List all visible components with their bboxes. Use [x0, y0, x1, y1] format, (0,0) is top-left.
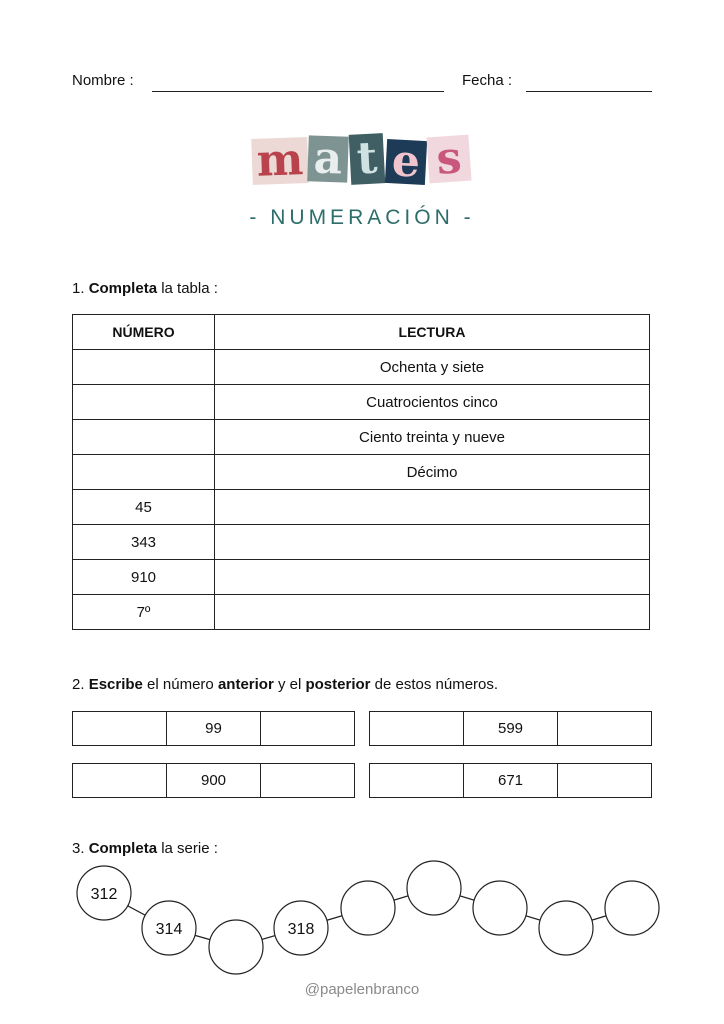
given-number: 99	[167, 712, 261, 745]
section-text: y el	[273, 676, 306, 693]
section-number: 1.	[72, 280, 85, 297]
anterior-box[interactable]	[73, 764, 167, 797]
cell-lectura[interactable]: Décimo	[215, 455, 650, 490]
series-circle[interactable]	[341, 881, 395, 935]
posterior-box[interactable]	[558, 712, 651, 745]
neighbor-box-group	[72, 711, 355, 746]
section-number: 2.	[72, 676, 85, 693]
table-row	[73, 560, 650, 595]
date-label: Fecha :	[462, 72, 513, 89]
neighbor-box-group	[72, 763, 355, 798]
section-number: 3.	[72, 840, 85, 857]
table-row	[73, 525, 650, 560]
cell-numero[interactable]	[73, 385, 215, 420]
series-circle[interactable]	[209, 920, 263, 974]
section-keyword: Completa	[88, 280, 158, 297]
table-header-row	[73, 315, 650, 350]
cell-lectura[interactable]	[215, 525, 650, 560]
logo-letter-text: s	[434, 132, 464, 185]
subtitle: - NUMERACIÓN -	[249, 206, 475, 229]
date-field[interactable]	[526, 91, 652, 92]
anterior-box[interactable]	[73, 712, 167, 745]
posterior-box[interactable]	[261, 764, 354, 797]
series-circle[interactable]	[539, 901, 593, 955]
logo-letter-text: m	[255, 134, 305, 187]
logo-letter	[426, 132, 471, 185]
cell-numero[interactable]	[73, 350, 215, 385]
logo-letter-text: a	[312, 132, 344, 185]
neighbor-box-group	[369, 763, 652, 798]
table-row	[73, 420, 650, 455]
cell-lectura[interactable]	[215, 595, 650, 630]
table-row	[73, 455, 650, 490]
cell-lectura[interactable]	[215, 560, 650, 595]
section-keyword: posterior	[305, 676, 371, 693]
name-field[interactable]	[152, 91, 444, 92]
section-text: la tabla :	[157, 280, 218, 297]
series-circle[interactable]	[605, 881, 659, 935]
table-row	[73, 490, 650, 525]
number-series	[0, 850, 724, 980]
logo-letter-text: e	[390, 135, 422, 188]
section-keyword: Escribe	[88, 676, 143, 693]
given-number: 900	[167, 764, 261, 797]
anterior-box[interactable]	[370, 712, 464, 745]
logo-letter	[251, 134, 309, 187]
section-text: de estos números.	[370, 676, 499, 693]
section-text: el número	[142, 676, 218, 693]
section-text: la serie :	[157, 840, 218, 857]
given-number: 671	[464, 764, 558, 797]
cell-numero[interactable]: 45	[73, 490, 215, 525]
cell-lectura[interactable]: Ochenta y siete	[215, 350, 650, 385]
logo-letter	[307, 132, 349, 185]
column-header-lectura: LECTURA	[215, 315, 650, 350]
numbers-table	[72, 314, 650, 630]
name-label: Nombre :	[72, 72, 134, 89]
section-keyword: anterior	[217, 676, 274, 693]
logo-letter	[385, 135, 427, 188]
table-row	[73, 595, 650, 630]
cell-lectura[interactable]: Cuatrocientos cinco	[215, 385, 650, 420]
logo-mates	[252, 134, 472, 186]
cell-lectura[interactable]: Ciento treinta y nueve	[215, 420, 650, 455]
section-2-title	[72, 676, 498, 693]
logo-letter-text: t	[355, 132, 379, 185]
logo-letter	[349, 133, 386, 185]
column-header-numero: NÚMERO	[73, 315, 215, 350]
table-row	[73, 350, 650, 385]
given-number: 599	[464, 712, 558, 745]
series-circle[interactable]	[473, 881, 527, 935]
cell-numero[interactable]: 343	[73, 525, 215, 560]
cell-lectura[interactable]	[215, 490, 650, 525]
footer-credit: @papelenbranco	[304, 981, 420, 998]
anterior-box[interactable]	[370, 764, 464, 797]
table-row	[73, 385, 650, 420]
posterior-box[interactable]	[558, 764, 651, 797]
series-value: 312	[90, 886, 118, 903]
cell-numero[interactable]	[73, 420, 215, 455]
series-circle[interactable]	[407, 861, 461, 915]
section-1-title	[72, 280, 218, 297]
neighbor-box-group	[369, 711, 652, 746]
series-value: 318	[287, 921, 315, 938]
cell-numero[interactable]: 910	[73, 560, 215, 595]
series-value: 314	[155, 921, 183, 938]
cell-numero[interactable]: 7º	[73, 595, 215, 630]
cell-numero[interactable]	[73, 455, 215, 490]
section-keyword: Completa	[88, 840, 158, 857]
posterior-box[interactable]	[261, 712, 354, 745]
